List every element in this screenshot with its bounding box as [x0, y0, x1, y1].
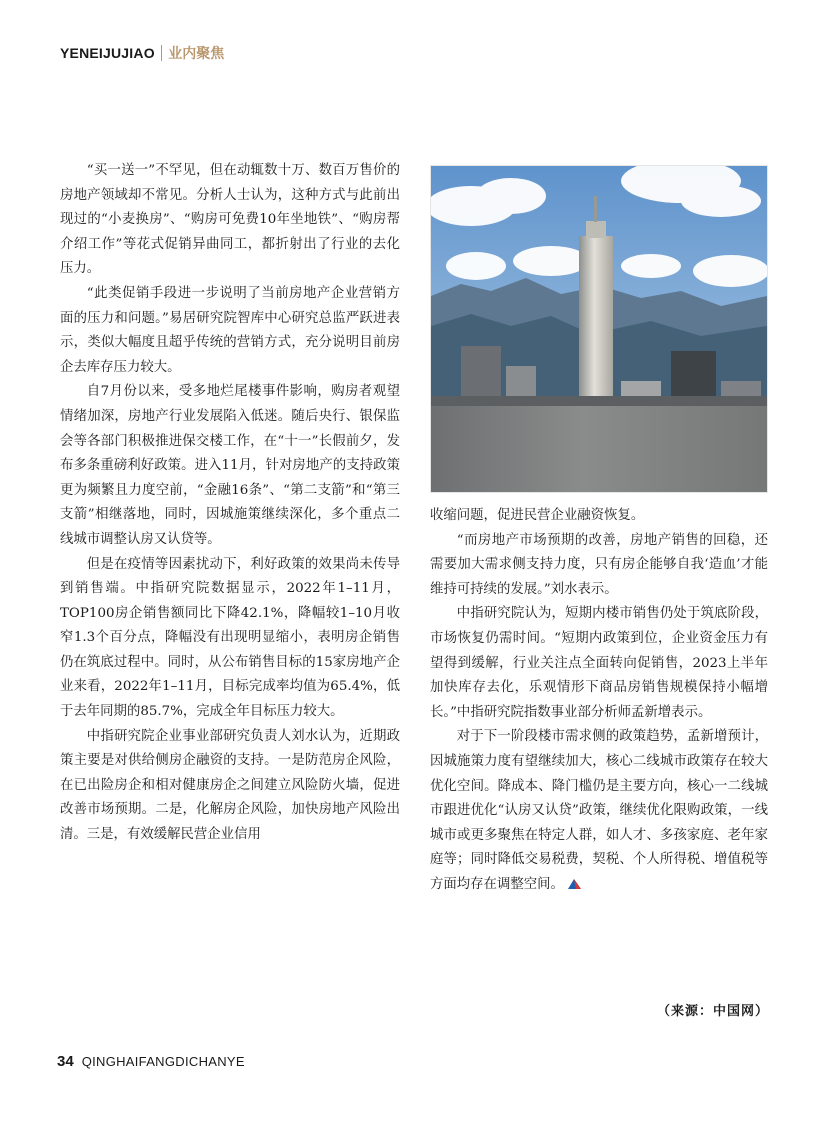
paragraph: 自7月份以来，受多地烂尾楼事件影响，购房者观望情绪加深，房地产行业发展陷入低迷。随后央行、银保监会等各部门积极推进保交楼工作，在“十一”长假前夕，发布多条重磅利好政策。进入11月，针对房地产的支持政策更为频繁且力度空前，“金融16条”、“第二支箭”和“第三支箭”相继落地，同时，因城施策继续深化，多个重点二线城市调整认房又认贷等。 — [60, 384, 400, 547]
page-footer — [57, 1053, 245, 1070]
article-right-column — [430, 504, 768, 898]
paragraph — [430, 725, 768, 897]
paragraph: 中指研究院企业事业部研究负责人刘水认为，近期政策主要是对供给侧房企融资的支持。一是防范房企风险，在已出险房企和相对健康房企之间建立风险防火墙，促进改善市场预期。二是，化解房企风险，加快房地产风险出清。三是，有效缓解民营企业信用 — [60, 728, 400, 843]
page-number: 34 — [57, 1053, 74, 1070]
paragraph-text: 对于下一阶段楼市需求侧的政策趋势，孟新增预计，因城施策力度有望继续加大，核心二线城市政策存在较大优化空间。降成本、降门槛仍是主要方向，核心一二线城市跟进优化“认房又认贷”政策，继续优化限购政策，一线城市或更多聚焦在特定人群，如人才、多孩家庭、老年家庭等；同时降低交易税费，契税、个人所得税、增值税等方面均存在调整空间。 — [430, 729, 768, 892]
paragraph: 但是在疫情等因素扰动下，利好政策的效果尚未传导到销售端。中指研究院数据显示，2022年1–11月，TOP100房企销售额同比下降42.1%，降幅较1–10月收窄1.3个百分点，降幅没有出现明显缩小，表明房企销售仍在筑底过程中。同时，从公布销售目标的15家房地产企业来看，2022年1–11月，目标完成率均值为65.4%，低于去年同期的85.7%，完成全年目标压力较大。 — [60, 556, 400, 720]
paragraph: “而房地产市场预期的改善，房地产销售的回稳，还需要加大需求侧支持力度，只有房企能够自我‘造血’才能维持可持续的发展。”刘水表示。 — [430, 532, 768, 597]
article-left-column — [60, 159, 400, 848]
section-title-en: YENEIJUJIAO — [60, 45, 155, 61]
header-divider — [161, 45, 163, 61]
article-source: （来源：中国网） — [656, 1004, 769, 1019]
paragraph: 中指研究院认为，短期内楼市销售仍处于筑底阶段，市场恢复仍需时间。“短期内政策到位，企业资金压力有望得到缓解，行业关注点全面转向促销售，2023上半年加快库存去化，乐观情形下商品房销售规模保持小幅增长。”中指研究院指数事业部分析师孟新增表示。 — [430, 606, 768, 720]
paragraph: “此类促销手段进一步说明了当前房地产企业营销方面的压力和问题。”易居研究院智库中心研究总监严跃进表示，类似大幅度且超乎传统的营销方式，充分说明目前房企去库存压力较大。 — [60, 285, 400, 375]
city-skyline-photo — [430, 165, 768, 493]
paragraph-continuation: 收缩问题，促进民营企业融资恢复。 — [430, 508, 645, 523]
paragraph: “买一送一”不罕见，但在动辄数十万、数百万售价的房地产领域却不常见。分析人士认为，这种方式与此前出现过的“小麦换房”、“购房可免费10年坐地铁”、“购房帮介绍工作”等花式促销异曲同工，都折射出了行业的去化压力。 — [60, 163, 400, 277]
article-end-icon — [567, 877, 582, 890]
section-title-cn: 业内聚焦 — [168, 46, 225, 62]
page-header — [60, 42, 224, 64]
magazine-name: QINGHAIFANGDICHANYE — [81, 1054, 245, 1069]
